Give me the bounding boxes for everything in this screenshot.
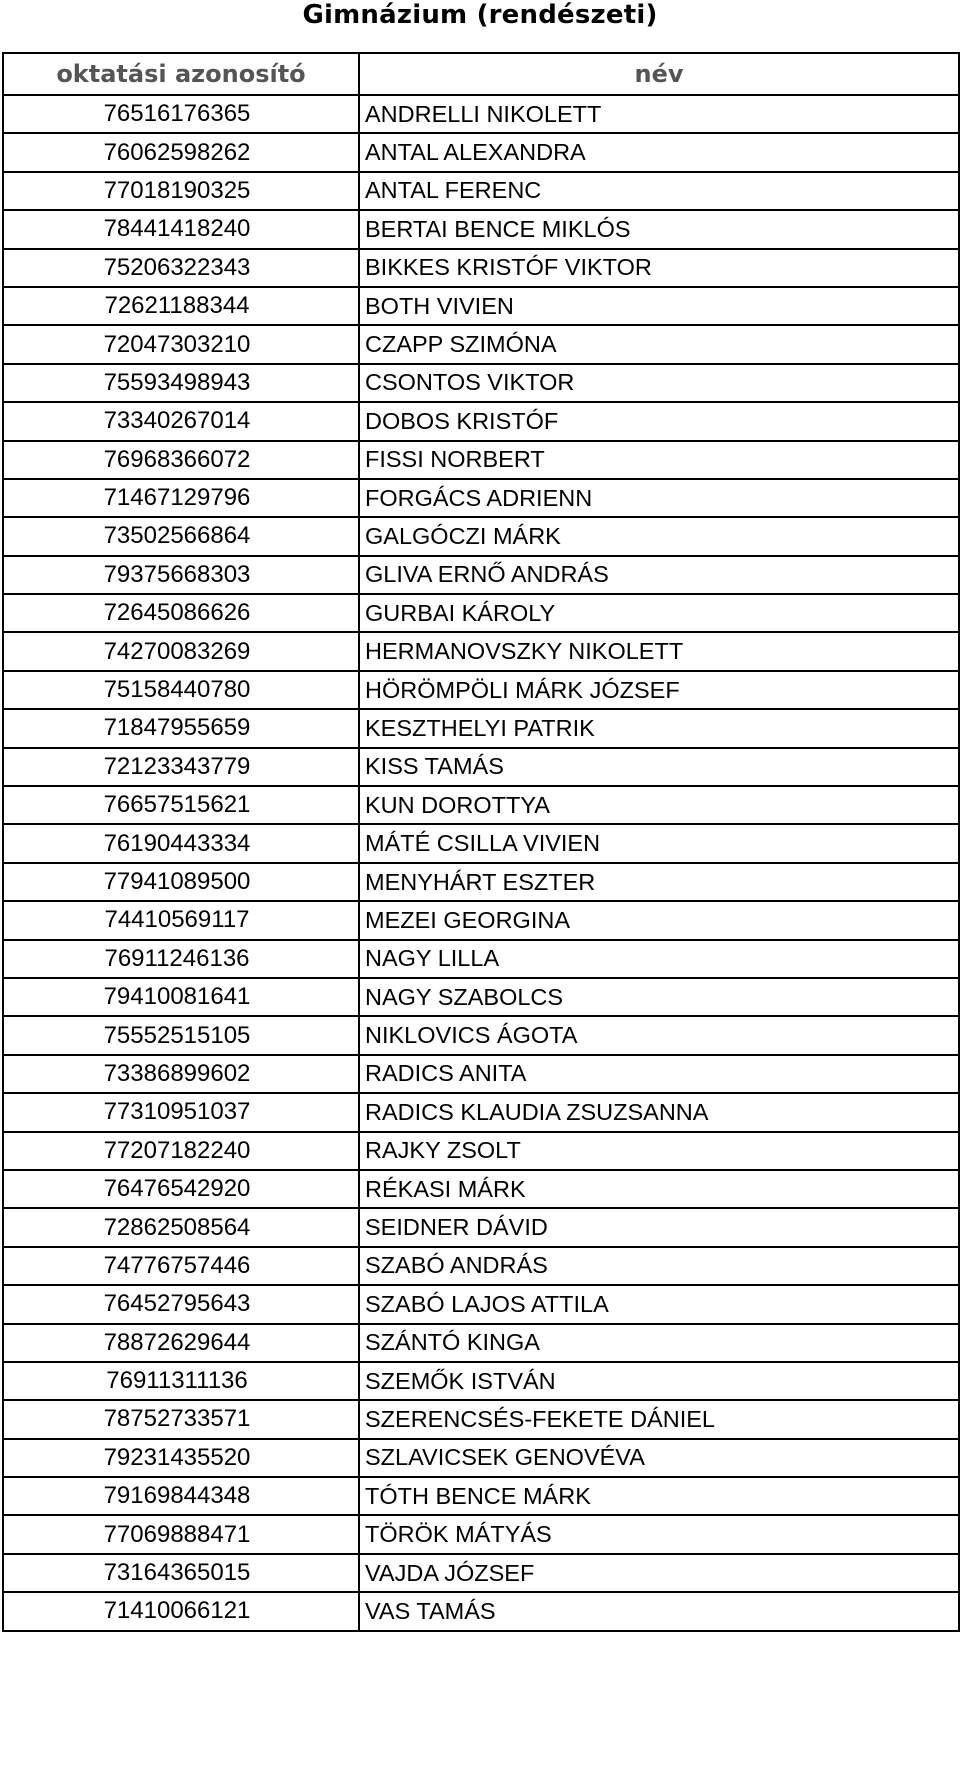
student-id-cell: 78872629644	[3, 1324, 359, 1362]
student-name-cell: SZERENCSÉS-FEKETE DÁNIEL	[359, 1400, 959, 1438]
student-name-cell: MÁTÉ CSILLA VIVIEN	[359, 824, 959, 862]
student-id-cell: 77310951037	[3, 1093, 359, 1131]
student-name-cell: HERMANOVSZKY NIKOLETT	[359, 632, 959, 670]
student-name-cell: DOBOS KRISTÓF	[359, 402, 959, 440]
student-name-cell: VAJDA JÓZSEF	[359, 1554, 959, 1592]
student-id-cell: 75158440780	[3, 671, 359, 709]
student-name-cell: CZAPP SZIMÓNA	[359, 325, 959, 363]
student-id-cell: 77069888471	[3, 1515, 359, 1553]
student-name-cell: RADICS KLAUDIA ZSUZSANNA	[359, 1093, 959, 1131]
table-row	[3, 671, 959, 709]
student-name-cell: KISS TAMÁS	[359, 748, 959, 786]
student-name-cell: RADICS ANITA	[359, 1055, 959, 1093]
student-id-cell: 76452795643	[3, 1285, 359, 1323]
table-row	[3, 786, 959, 824]
student-name-cell: MENYHÁRT ESZTER	[359, 863, 959, 901]
student-id-cell: 73164365015	[3, 1554, 359, 1592]
column-header-name: név	[359, 53, 959, 95]
table-row	[3, 517, 959, 555]
student-name-cell: MEZEI GEORGINA	[359, 901, 959, 939]
student-name-cell: NIKLOVICS ÁGOTA	[359, 1016, 959, 1054]
student-name-cell: BOTH VIVIEN	[359, 287, 959, 325]
column-header-id: oktatási azonosító	[3, 53, 359, 95]
student-name-cell: HÖRÖMPÖLI MÁRK JÓZSEF	[359, 671, 959, 709]
student-id-cell: 76190443334	[3, 824, 359, 862]
table-row	[3, 210, 959, 248]
table-row	[3, 1247, 959, 1285]
student-id-cell: 74776757446	[3, 1247, 359, 1285]
table-header-row	[3, 53, 959, 95]
student-id-cell: 72862508564	[3, 1208, 359, 1246]
table-row	[3, 556, 959, 594]
student-name-cell: NAGY SZABOLCS	[359, 978, 959, 1016]
student-id-cell: 78752733571	[3, 1400, 359, 1438]
table-row	[3, 1515, 959, 1553]
table-row	[3, 940, 959, 978]
student-id-cell: 73386899602	[3, 1055, 359, 1093]
student-id-cell: 79375668303	[3, 556, 359, 594]
student-name-cell: CSONTOS VIKTOR	[359, 364, 959, 402]
student-id-cell: 72047303210	[3, 325, 359, 363]
student-name-cell: GURBAI KÁROLY	[359, 594, 959, 632]
table-row	[3, 824, 959, 862]
student-id-cell: 77207182240	[3, 1132, 359, 1170]
student-name-cell: SZABÓ ANDRÁS	[359, 1247, 959, 1285]
student-name-cell: BIKKES KRISTÓF VIKTOR	[359, 249, 959, 287]
student-id-cell: 74270083269	[3, 632, 359, 670]
student-name-cell: SZLAVICSEK GENOVÉVA	[359, 1439, 959, 1477]
table-row	[3, 479, 959, 517]
student-name-cell: NAGY LILLA	[359, 940, 959, 978]
table-row	[3, 172, 959, 210]
table-row	[3, 287, 959, 325]
student-name-cell: ANTAL FERENC	[359, 172, 959, 210]
student-id-cell: 71467129796	[3, 479, 359, 517]
student-id-cell: 75552515105	[3, 1016, 359, 1054]
table-row	[3, 863, 959, 901]
table-row	[3, 249, 959, 287]
table-row	[3, 1093, 959, 1131]
student-id-cell: 78441418240	[3, 210, 359, 248]
table-row	[3, 901, 959, 939]
student-id-cell: 72123343779	[3, 748, 359, 786]
table-row	[3, 1554, 959, 1592]
student-id-cell: 79410081641	[3, 978, 359, 1016]
student-id-cell: 76476542920	[3, 1170, 359, 1208]
student-id-cell: 76062598262	[3, 133, 359, 171]
table-row	[3, 325, 959, 363]
student-name-cell: RÉKASI MÁRK	[359, 1170, 959, 1208]
table-row	[3, 364, 959, 402]
student-name-cell: ANTAL ALEXANDRA	[359, 133, 959, 171]
student-name-cell: BERTAI BENCE MIKLÓS	[359, 210, 959, 248]
student-name-cell: ANDRELLI NIKOLETT	[359, 95, 959, 133]
student-name-cell: TÓTH BENCE MÁRK	[359, 1477, 959, 1515]
table-row	[3, 1362, 959, 1400]
student-id-cell: 74410569117	[3, 901, 359, 939]
table-row	[3, 1055, 959, 1093]
table-row	[3, 1285, 959, 1323]
table-row	[3, 1592, 959, 1630]
table-row	[3, 709, 959, 747]
student-name-cell: KUN DOROTTYA	[359, 786, 959, 824]
student-name-cell: TÖRÖK MÁTYÁS	[359, 1515, 959, 1553]
student-id-cell: 76657515621	[3, 786, 359, 824]
student-id-cell: 73502566864	[3, 517, 359, 555]
table-row	[3, 1208, 959, 1246]
student-id-cell: 79231435520	[3, 1439, 359, 1477]
student-name-cell: FISSI NORBERT	[359, 441, 959, 479]
student-id-cell: 71847955659	[3, 709, 359, 747]
student-name-cell: SEIDNER DÁVID	[359, 1208, 959, 1246]
student-id-cell: 76516176365	[3, 95, 359, 133]
student-id-cell: 73340267014	[3, 402, 359, 440]
table-row	[3, 1016, 959, 1054]
student-id-cell: 75593498943	[3, 364, 359, 402]
student-id-cell: 76968366072	[3, 441, 359, 479]
student-id-cell: 75206322343	[3, 249, 359, 287]
table-row	[3, 441, 959, 479]
student-id-cell: 79169844348	[3, 1477, 359, 1515]
student-id-cell: 72645086626	[3, 594, 359, 632]
student-name-cell: GALGÓCZI MÁRK	[359, 517, 959, 555]
student-name-cell: FORGÁCS ADRIENN	[359, 479, 959, 517]
table-row	[3, 1324, 959, 1362]
student-id-cell: 76911246136	[3, 940, 359, 978]
student-id-cell: 76911311136	[3, 1362, 359, 1400]
table-row	[3, 133, 959, 171]
student-name-cell: VAS TAMÁS	[359, 1592, 959, 1630]
table-row	[3, 1170, 959, 1208]
student-name-cell: KESZTHELYI PATRIK	[359, 709, 959, 747]
student-id-cell: 72621188344	[3, 287, 359, 325]
page-title: Gimnázium (rendészeti)	[302, 0, 658, 30]
table-row	[3, 1439, 959, 1477]
table-row	[3, 402, 959, 440]
table-row	[3, 978, 959, 1016]
student-name-cell: RAJKY ZSOLT	[359, 1132, 959, 1170]
table-row	[3, 1477, 959, 1515]
table-row	[3, 95, 959, 133]
student-id-cell: 71410066121	[3, 1592, 359, 1630]
student-id-cell: 77018190325	[3, 172, 359, 210]
table-body	[3, 95, 959, 1631]
table-row	[3, 1132, 959, 1170]
table-row	[3, 594, 959, 632]
student-name-cell: SZÁNTÓ KINGA	[359, 1324, 959, 1362]
student-id-cell: 77941089500	[3, 863, 359, 901]
student-name-cell: SZEMŐK ISTVÁN	[359, 1362, 959, 1400]
table-row	[3, 748, 959, 786]
student-name-cell: GLIVA ERNŐ ANDRÁS	[359, 556, 959, 594]
student-name-cell: SZABÓ LAJOS ATTILA	[359, 1285, 959, 1323]
table-row	[3, 1400, 959, 1438]
table-row	[3, 632, 959, 670]
student-table	[2, 52, 960, 1632]
